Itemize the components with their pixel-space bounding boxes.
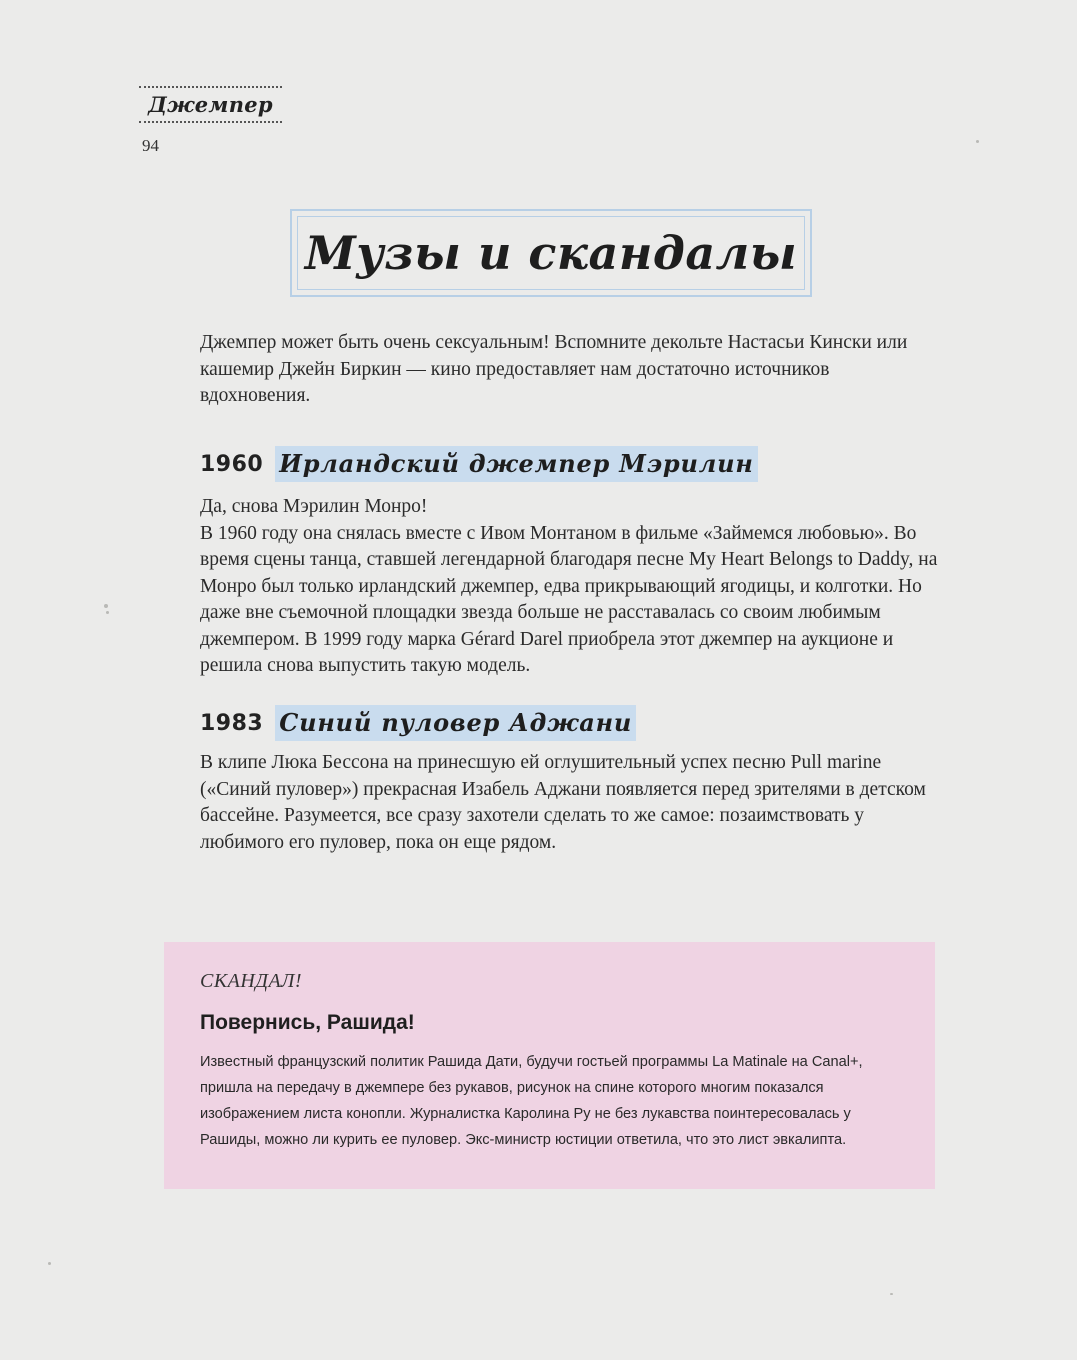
entry-body-1960 xyxy=(200,494,940,680)
header-rule-top xyxy=(139,86,282,88)
entry-year: 1983 xyxy=(200,710,264,736)
intro-text: Джемпер может быть очень сексуальным! Вспомните декольте Настасьи Кински или кашемир Джейн Биркин — кино предоставляет нам достаточно источников вдохновения. xyxy=(200,332,908,406)
entry-body-1983 xyxy=(200,750,940,856)
entry-paragraph: Да, снова Мэрилин Монро! xyxy=(200,496,428,517)
paper-speck xyxy=(48,1262,51,1265)
scandal-box xyxy=(164,942,935,1189)
paper-speck xyxy=(976,140,979,143)
entry-year: 1960 xyxy=(200,451,264,477)
header-rule-bottom xyxy=(139,121,282,123)
scandal-label: СКАНДАЛ! xyxy=(200,970,303,992)
entry-heading-1983 xyxy=(200,705,636,741)
entry-title: Синий пуловер Аджани xyxy=(275,705,636,741)
title-frame-inner xyxy=(297,216,805,290)
entry-heading-1960 xyxy=(200,446,758,482)
entry-paragraph: В клипе Люка Бессона на принесшую ей оглушительный успех песню Pull marine («Синий пуловер») прекрасная Изабель Аджани появляется перед зрителями в детском бассейне. Разумеется, все сразу захотели сделать то же самое: позаимствовать у любимого его пуловер, пока он еще рядом. xyxy=(200,752,926,853)
entry-paragraph: В 1960 году она снялась вместе с Ивом Монтаном в фильме «Займемся любовью». Во время сцены танца, ставшей легендарной благодаря песне My Heart Belongs to Daddy, на Монро был только ирландский джемпер, едва прикрывающий ягодицы, и колготки. Но даже вне съемочной площадки звезда больше не расставалась со своим любимым джемпером. В 1999 году марка Gérard Darel приобрела этот джемпер на аукционе и решила снова выпустить такую модель. xyxy=(200,522,938,676)
scandal-title: Повернись, Рашида! xyxy=(200,1011,415,1034)
paper-speck xyxy=(890,1293,893,1295)
paper-speck xyxy=(104,604,108,608)
running-header xyxy=(139,86,282,123)
scandal-text: Известный французский политик Рашида Дати, будучи гостьей программы La Matinale на Canal+, пришла на передачу в джемпере без рукавов, рисунок на спине которого многим показался изображением листа конопли. Журналистка Каролина Ру не без лукавства поинтересовалась у Рашиды, можно ли курить ее пуловер. Экс-министр юстиции ответила, что это лист эвкалипта. xyxy=(200,1054,863,1148)
section-name: Джемпер xyxy=(148,92,273,117)
paper-speck xyxy=(106,611,109,614)
entry-title: Ирландский джемпер Мэрилин xyxy=(275,446,757,482)
page-number: 94 xyxy=(142,136,159,155)
intro-paragraph xyxy=(200,330,940,410)
page-title: Музы и скандалы xyxy=(304,226,798,280)
title-frame xyxy=(290,209,812,297)
